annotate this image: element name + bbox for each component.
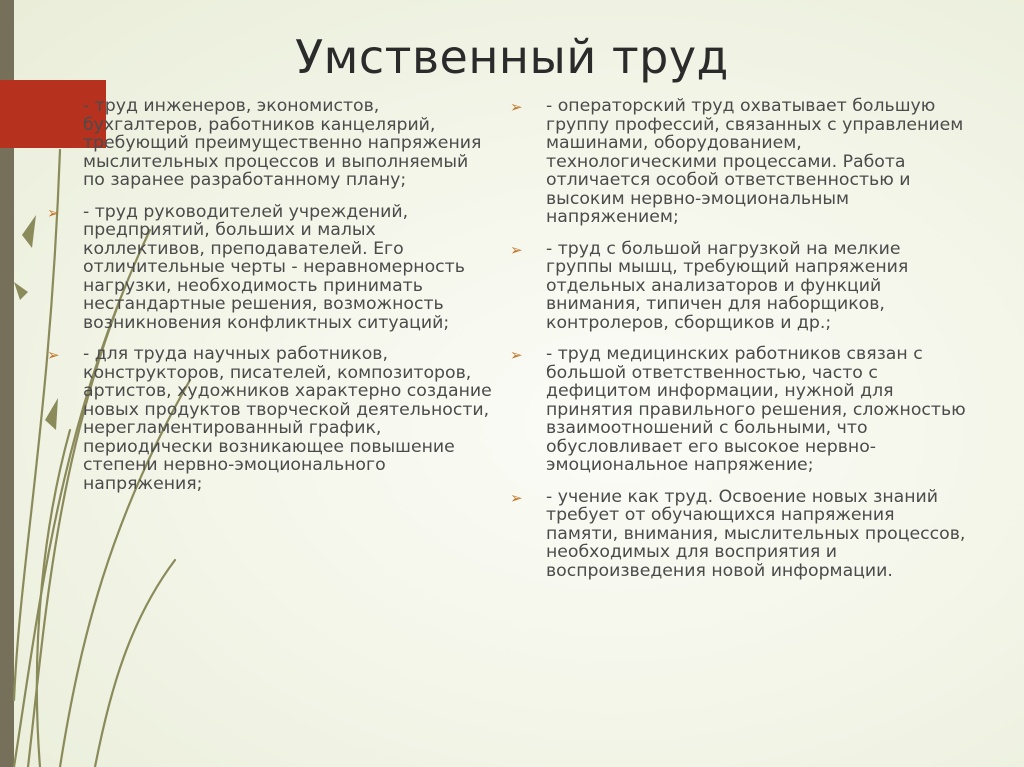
list-item-text: - труд медицинских работников связан с большой ответственностью, часто с дефицитом информации, нужной для принятия правильного решения, сложностью взаимоотношений с больными, что обусловливает его высокое нервно-эмоциональное напряжение; [546,344,966,475]
left-column [47,96,493,506]
chevron-right-arrow-icon: ➢ [510,240,523,259]
list-item [510,486,966,581]
list-item [47,344,493,494]
chevron-right-arrow-icon: ➢ [47,346,60,364]
list-item-text: - для труда научных работников, конструкторов, писателей, композиторов, артистов, художников характерно создание новых продуктов творческой деятельности, нерегламентированный график, периодически возникающее повышение степени нервно-эмоционального напряжения; [83,344,492,494]
right-column [510,96,966,593]
chevron-right-arrow-icon: ➢ [47,203,60,222]
chevron-right-arrow-icon: ➢ [510,98,523,116]
slide-title: Умственный труд [295,30,729,84]
list-item [47,201,493,333]
list-item [510,344,966,475]
list-item [83,97,493,190]
list-item [510,96,966,227]
list-item [510,238,966,333]
list-item-text: - труд инженеров, экономистов, бухгалтеров, работников канцелярий, требующий преимущественно напряжения мыслительных процессов и выполняемый по заранее разработанному плану; [83,96,482,190]
list-item-text: - операторский труд охватывает большую группу профессий, связанных с управлением машинами, оборудованием, технологическими процессами. Работа отличается особой ответственностью и высоким нервно-эмоциональным напряжением; [546,96,964,227]
chevron-right-arrow-icon: ➢ [510,346,523,364]
chevron-right-arrow-icon: ➢ [510,488,523,507]
list-item-text: - труд с большой нагрузкой на мелкие группы мышц, требующий напряжения отдельных анализаторов и функций внимания, типичен для наборщиков, контролеров, сборщиков и др.; [546,238,909,333]
list-item-text: - учение как труд. Освоение новых знаний требует от обучающихся напряжения памяти, внимания, мыслительных процессов, необходимых для восприятия и воспроизведения новой информации. [546,486,966,581]
list-item-text: - труд руководителей учреждений, предприятий, больших и малых коллективов, преподавателей. Его отличительные черты - неравномерность нагрузки, необходимость принимать нестандартные решения, возможность возникновения конфликтных ситуаций; [83,201,465,333]
